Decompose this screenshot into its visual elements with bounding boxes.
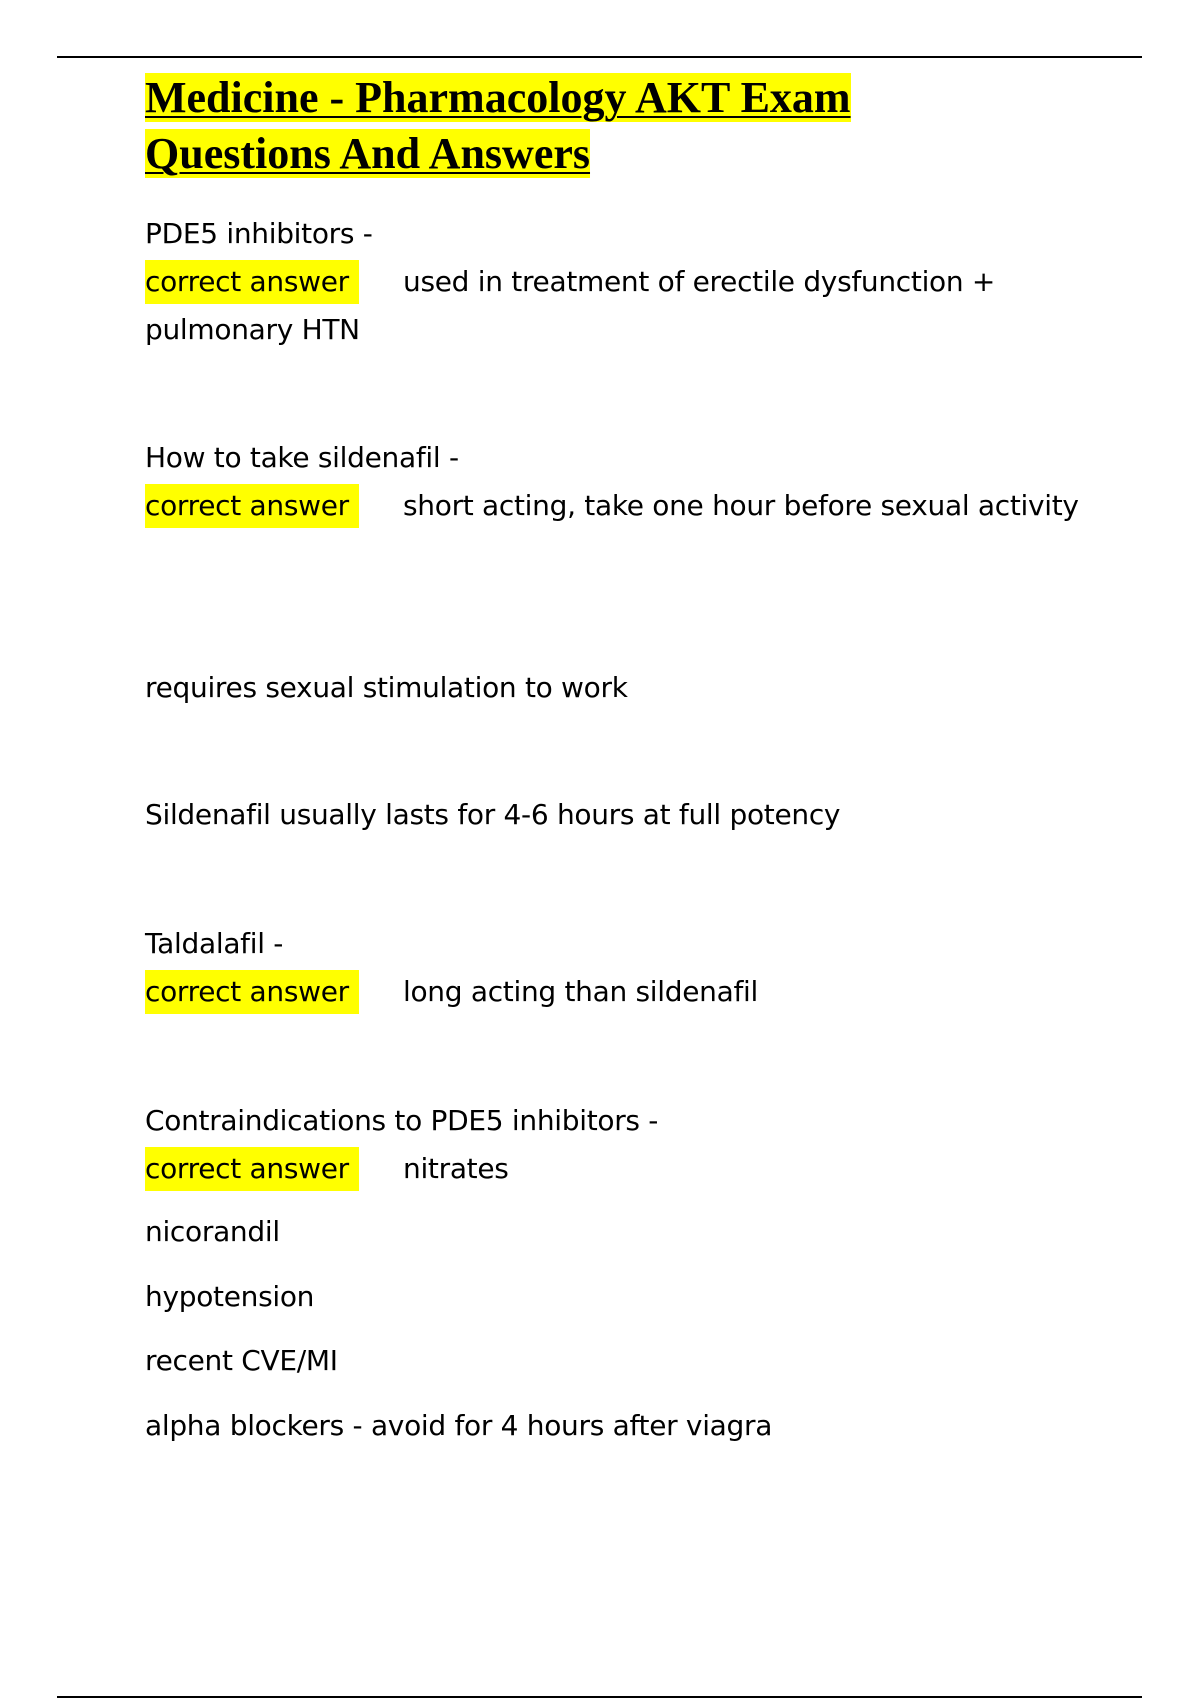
qa-item-contraindications xyxy=(145,1097,658,1193)
correct-answer-tag: correct answer xyxy=(145,484,359,528)
list-item: recent CVE/MI xyxy=(145,1344,338,1377)
answer-row xyxy=(145,1145,658,1193)
qa-item-tadalafil xyxy=(145,920,758,1016)
answer-row xyxy=(145,482,1079,530)
answer-row xyxy=(145,258,996,306)
correct-answer-tag: correct answer xyxy=(145,1147,359,1191)
answer-text: short acting, take one hour before sexual activity xyxy=(403,489,1079,522)
question-text: Contraindications to PDE5 inhibitors - xyxy=(145,1104,659,1137)
document-body xyxy=(145,70,1105,1442)
qa-item-sildenafil xyxy=(145,434,1079,530)
correct-answer-tag: correct answer xyxy=(145,970,359,1014)
answer-text: long acting than sildenafil xyxy=(403,975,758,1008)
answer-continuation: pulmonary HTN xyxy=(145,313,360,346)
question-text: How to take sildenafil - xyxy=(145,441,459,474)
answer-text: used in treatment of erectile dysfunction + xyxy=(403,265,996,298)
bottom-rule xyxy=(57,1696,1142,1698)
title-line-2: Questions And Answers xyxy=(145,129,591,178)
answer-extra-line: requires sexual stimulation to work xyxy=(145,671,628,704)
document-title xyxy=(145,70,1105,182)
answer-extra-line: Sildenafil usually lasts for 4-6 hours at full potency xyxy=(145,798,841,831)
qa-item-pde5 xyxy=(145,210,996,354)
list-item: nicorandil xyxy=(145,1215,280,1248)
title-line-1: Medicine - Pharmacology AKT Exam xyxy=(145,73,851,122)
answer-row xyxy=(145,968,758,1016)
top-rule xyxy=(57,56,1142,58)
list-item: hypotension xyxy=(145,1280,315,1313)
answer-text: nitrates xyxy=(403,1152,509,1185)
question-text: Taldalafil - xyxy=(145,927,284,960)
question-text: PDE5 inhibitors - xyxy=(145,217,373,250)
list-item: alpha blockers - avoid for 4 hours after viagra xyxy=(145,1409,773,1442)
correct-answer-tag: correct answer xyxy=(145,260,359,304)
